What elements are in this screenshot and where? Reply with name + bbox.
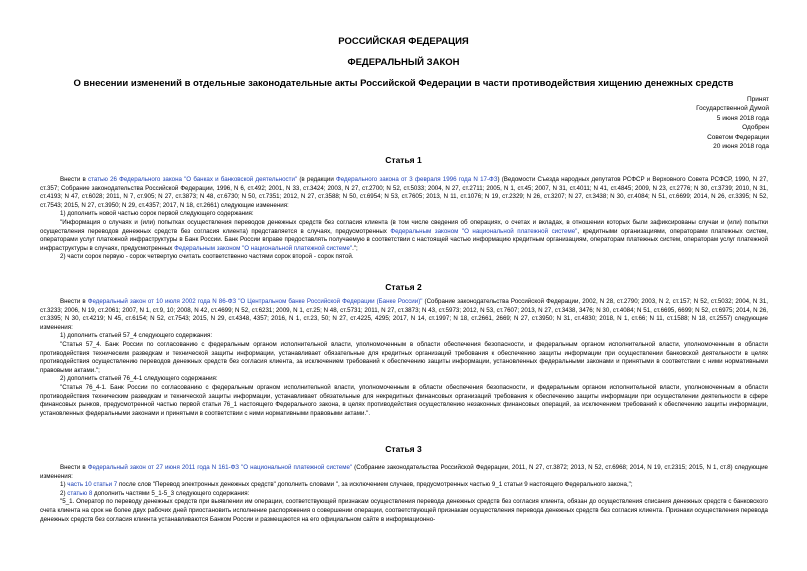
article-3-paragraph: "5_1. Оператор по переводу денежных средств при выявлении им операции, соответствующей признакам осуществления перевода денежных средств без согласия клиента, обязан до осуществления списания денежных средств с банковского счета клиента на срок не более двух рабочих дней приостановить исполнение распоряжения о совершении операции, соответствующей признакам осуществления перевода денежных средств без согласия клиента. Признаки осуществления перевода денежных средств без согласия клиента устанавливаются Банком России и размещаются на его официальном сайте в информационно- xyxy=(40,498,768,523)
article-2-heading: Статья 2 xyxy=(385,282,422,292)
law-link[interactable]: Федеральным законом "О национальной платежной системе" xyxy=(174,244,353,252)
article-3-paragraph xyxy=(40,481,768,490)
article-2-paragraph xyxy=(40,298,768,332)
approval-line: Одобрен xyxy=(742,124,769,132)
adoption-date: 5 июня 2018 года xyxy=(716,114,769,122)
text-span: (в редакции xyxy=(297,176,337,183)
law-link[interactable]: статью 26 Федерального закона "О банках и банковской деятельности" xyxy=(88,176,298,183)
article-3-heading: Статья 3 xyxy=(385,444,422,454)
text-span: Внести в xyxy=(60,298,88,305)
approval-date: 20 июня 2018 года xyxy=(713,143,769,151)
country-heading: РОССИЙСКАЯ ФЕДЕРАЦИЯ xyxy=(338,36,469,47)
law-title: О внесении изменений в отдельные законодательные акты Российской Федерации в части противодействия хищению денежных средств xyxy=(73,78,734,89)
text-span: 2) xyxy=(60,489,68,497)
article-2-paragraph: 2) дополнить статьей 76_4-1 следующего содержания: xyxy=(60,375,218,383)
article-1-body xyxy=(40,176,768,262)
adoption-line: Принят xyxy=(746,96,769,103)
adoption-block xyxy=(569,95,769,151)
article-2-paragraph: 1) дополнить статьей 57_4 следующего содержания: xyxy=(60,332,213,340)
text-span: дополнить частями 5_1-5_3 следующего содержания: xyxy=(92,489,250,497)
article-1-paragraph xyxy=(40,219,768,253)
text-span: после слов "Перевод электронных денежных средств" дополнить словами ", за исключением случаев, предусмотренных частью 9_1 статьи 9 настоящего Федерального закона,"; xyxy=(117,481,633,489)
text-span: ) (Ведомости Съезда народных депутатов РСФСР и Верховного Совета РСФСР, 1990, N 27, ст.357; Собрание законодательства Российской Федерации, 1996, N 6, ст.492; 2001, N 33, ст.3424; 2003, N 27, ст.2700; N 52, ст.5033; 2004, N 27, ст.2711; 2005, N 1, ст.45; 2007, N 31, ст.4011; N 41, ст.4845; 2009, N 23, ст.2776; N 30, ст.3739; 2010, N 31, ст.4193; N 47, ст.6028; 2011, N 7, ст.905; N 27, ст.3873; N 48, ст.6730; N 50, ст.7351; 2012, N 27, ст.3588; N 50, ст.6954; N 53, ст.7605; 2013, N 11, ст.1076; N 19, ст.2329; N 26, ст.3207; N 27, ст.3438; N 30, ст.4084; N 51, ст.6699; 2014, N 26, ст.3395; N 52, ст.7543; 2015, N 27, ст.3950; N 29, ст.4357; 2017, N 18, ст.2661) следующие изменения: xyxy=(40,176,768,209)
approval-line: Советом Федерации xyxy=(707,133,769,141)
law-link[interactable]: часть 10 статьи 7 xyxy=(67,481,118,489)
text-span: , кредитными организациями, операторами платежных систем, операторами услуг платежной инфраструктуры в Банк России. Банк России вправе предоставлять получаемую в соответствии с настоящей частью информацию кредитным организациям, операторам платежных систем, операторам услуг платежной инфраструктуры в случаях, предусмотренных xyxy=(40,227,769,252)
article-3-paragraph xyxy=(40,490,768,499)
article-3-body xyxy=(40,464,768,524)
law-link[interactable]: статью 8 xyxy=(67,489,93,497)
law-link[interactable]: Федеральным законом "О национальной платежной системе" xyxy=(390,227,578,235)
article-2-body xyxy=(40,298,768,418)
article-1-heading: Статья 1 xyxy=(385,155,422,165)
article-1-paragraph: 1) дополнить новой частью сорок первой следующего содержания: xyxy=(60,210,254,218)
text-span: (Собрание законодательства Российской Федерации, 2011, N 27, ст.3872; 2013, N 52, ст.6968; 2014, N 19, ст.2315; 2015, N 1, ст.8) следующие изменения: xyxy=(40,464,768,480)
text-span: (Собрание законодательства Российской Федерации, 2002, N 28, ст.2790; 2003, N 2, ст.157; N 52, ст.5032; 2004, N 31, ст.3233; 2006, N 19, ст.2061; 2007, N 1, ст.9, 10; 2008, N 42, ст.4699; N 52, ст.6231; 2009, N 1, ст.25; N 48, ст.5731; 2011, N 27, ст.3873; N 43, ст.5973; 2012, N 53, ст.7607; 2013, N 27, ст.3438, 3476; N 30, ст.4084; N 51, ст.6695, 6699; N 52, ст.6975; 2014, N 26, ст.3395; N 30, ст.4219; N 45, ст.6154; N 52, ст.7543; 2015, N 29, ст.4348, 4357; 2016, N 1, ст.23, 50; N 27, ст.4225, 4295; 2017, N 14, ст.1997; N 18, ст.2661, 2669; N 27, ст.3950; N 31, ст.4830; 2018, N 1, ст.66; N 11, ст.1588; N 18, ст.2557) следующие изменения: xyxy=(40,298,768,331)
article-3-paragraph xyxy=(40,464,768,481)
article-2-paragraph: "Статья 57_4. Банк России по согласованию с федеральным органом исполнительной власти, уполномоченным в области обеспечения безопасности, и федеральным органом исполнительной власти, уполномоченным в области противодействия техническим разведкам и технической защиты информации, устанавливает обязательные для кредитных организаций требования к обеспечению защиты информации при осуществлении банковской деятельности в целях противодействия осуществлению переводов денежных средств без согласия клиента, за исключением требований к обеспечению защиты информации, установленных федеральными законами и принятыми в соответствии с ними нормативными правовыми актами."; xyxy=(40,340,768,374)
text-span: Внести в xyxy=(60,176,89,183)
article-1-paragraph: 2) части сорок первую - сорок четвертую считать соответственно частями сорок второй - сорок пятой. xyxy=(60,253,354,261)
article-2-paragraph: "Статья 76_4-1. Банк России по согласованию с федеральным органом исполнительной власти, уполномоченным в области обеспечения безопасности, и федеральным органом исполнительной власти, уполномоченным в области противодействия техническим разведкам и технической защиты информации, устанавливает обязательные для некредитных финансовых организаций требования к обеспечению защиты информации при осуществлении деятельности в сфере финансовых рынков, предусмотренной частью первой статьи 76_1 настоящего Федерального закона, в целях противодействия осуществлению незаконных финансовых операций, за исключением требований к обеспечению защиты информации, установленных федеральными законами и принятыми в соответствии с ними нормативными правовыми актами.". xyxy=(40,383,768,417)
text-span: ."; xyxy=(352,244,358,252)
law-link[interactable]: Федерального закона от 3 февраля 1996 года N 17-ФЗ xyxy=(336,176,498,183)
text-span: 1) xyxy=(60,481,68,489)
text-span: Внести в xyxy=(60,464,88,471)
law-link[interactable]: Федеральный закон от 27 июня 2011 года N 161-ФЗ "О национальной платежной системе" xyxy=(87,464,353,471)
article-1-paragraph xyxy=(40,176,768,210)
document-type-heading: ФЕДЕРАЛЬНЫЙ ЗАКОН xyxy=(347,57,460,68)
law-link[interactable]: Федеральный закон от 10 июля 2002 года N 86-ФЗ "О Центральном банке Российской Федерации (Банке России)" xyxy=(87,298,423,305)
text-span: "Информация о случаях и (или) попытках осуществления переводов денежных средств без согласия клиента (в том числе сведения об операциях, о счетах и вкладах, в отношении которых были зафиксированы случаи и (или) попытки осуществления переводов денежных средств без согласия клиента) представляется в случаях, предусмотренных xyxy=(40,218,768,235)
adoption-line: Государственной Думой xyxy=(696,105,769,113)
